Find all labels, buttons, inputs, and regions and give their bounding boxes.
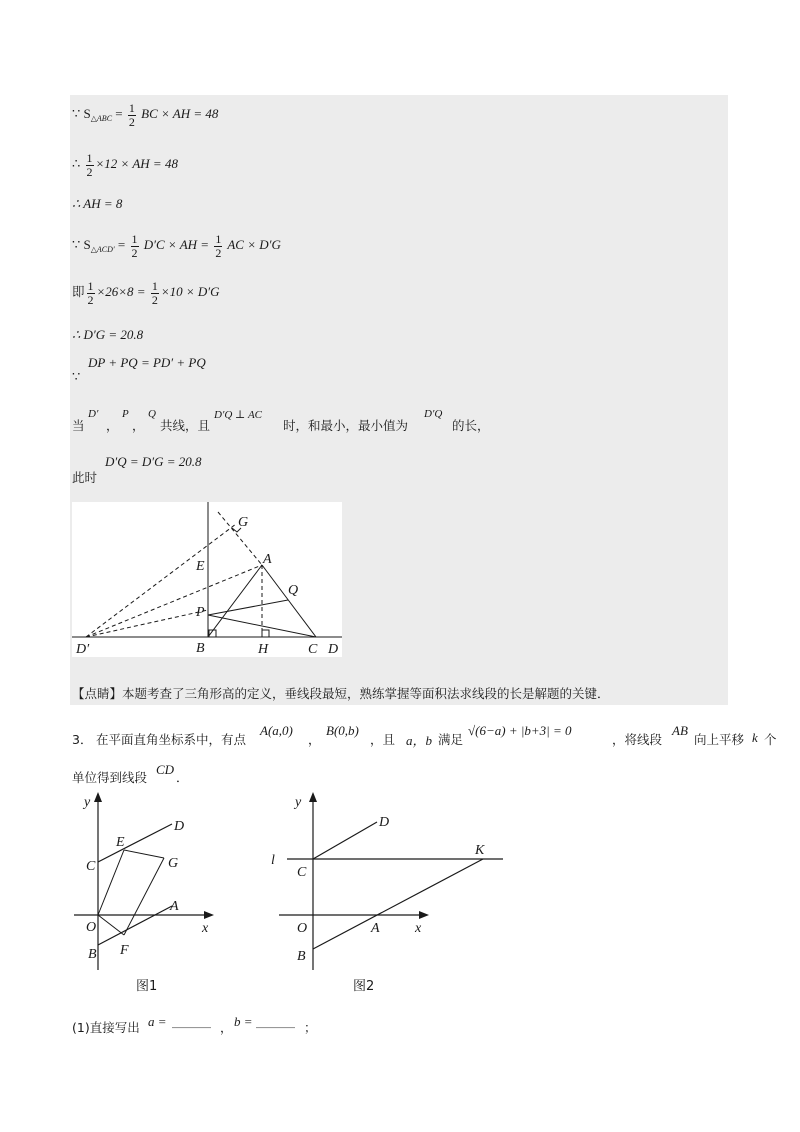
- point-g-label: G: [168, 856, 179, 871]
- coordinate-figure-2: [265, 788, 510, 998]
- label-g: G: [238, 515, 249, 530]
- solution-line-2: ∴ $\frac{1}{2}$ ×12 × AH = 48: [72, 151, 178, 179]
- label-p: P: [196, 605, 205, 620]
- axis-y-label: y: [84, 795, 91, 810]
- because-symbol: ∵: [72, 370, 81, 385]
- point-b-label: B: [88, 947, 97, 962]
- point-k-label-2: K: [475, 843, 485, 858]
- solution-line-1: ∵ $S_{\triangle ABC}$ = $\frac{1}{2}$ BC × AH = 48: [72, 101, 219, 129]
- axis-x-label: x: [202, 921, 209, 936]
- point-b-label-2: B: [297, 949, 306, 964]
- label-b: B: [196, 641, 205, 656]
- solution-comment: 【点睛】本题考查了三角形高的定义，垂线段最短，熟练掌握等面积法求线段的长是解题的关键．: [72, 686, 610, 701]
- problem-3-line-1: 3． 在平面直角坐标系中，有点 A(a,0) ， B(0,b) ，且 a，b 满足 √(6−a) + |b+3| = 0 ，将线段 AB 向上平移 k 个: [72, 723, 777, 748]
- point-d-label-2: D: [379, 815, 390, 830]
- label-c: C: [308, 642, 318, 657]
- geometry-figure-triangle: [72, 502, 342, 657]
- origin-label-2: O: [297, 921, 308, 936]
- point-f-label: F: [120, 943, 129, 958]
- label-d-prime: D′: [76, 642, 90, 657]
- blank-a[interactable]: ______: [172, 1014, 211, 1029]
- line-l-label: l: [271, 853, 275, 868]
- point-a-label: A: [170, 899, 179, 914]
- label-h: H: [258, 642, 269, 657]
- blank-b[interactable]: ______: [256, 1014, 295, 1029]
- label-d: D: [328, 642, 339, 657]
- label-a: A: [263, 552, 272, 567]
- solution-line-6: ∴ D′G = 20.8: [72, 327, 144, 342]
- point-a-label-2: A: [371, 921, 380, 936]
- figure-2-caption: 图2: [353, 979, 375, 994]
- axis-x-label-2: x: [415, 921, 422, 936]
- axis-y-label-2: y: [295, 795, 302, 810]
- label-e: E: [196, 559, 205, 574]
- figure-1-caption: 图1: [136, 979, 158, 994]
- point-c-label-2: C: [297, 865, 307, 880]
- origin-label: O: [86, 920, 97, 935]
- solution-line-5: 即 $\frac{1}{2}$ ×26×8 = $\frac{1}{2}$ ×10 × D′G: [72, 279, 220, 307]
- point-d-label: D: [174, 819, 185, 834]
- label-q: Q: [288, 583, 299, 598]
- solution-line-3: ∴ AH = 8: [72, 196, 123, 211]
- solution-line-4: ∵ $S_{\triangle ACD'}$ = $\frac{1}{2}$ D′C × AH = $\frac{1}{2}$ AC × D′G: [72, 232, 281, 260]
- point-c-label: C: [86, 859, 96, 874]
- coordinate-figure-1: [70, 788, 220, 998]
- point-e-label: E: [116, 835, 125, 850]
- solution-line-7: DP + PQ = PD′ + PQ: [88, 355, 206, 370]
